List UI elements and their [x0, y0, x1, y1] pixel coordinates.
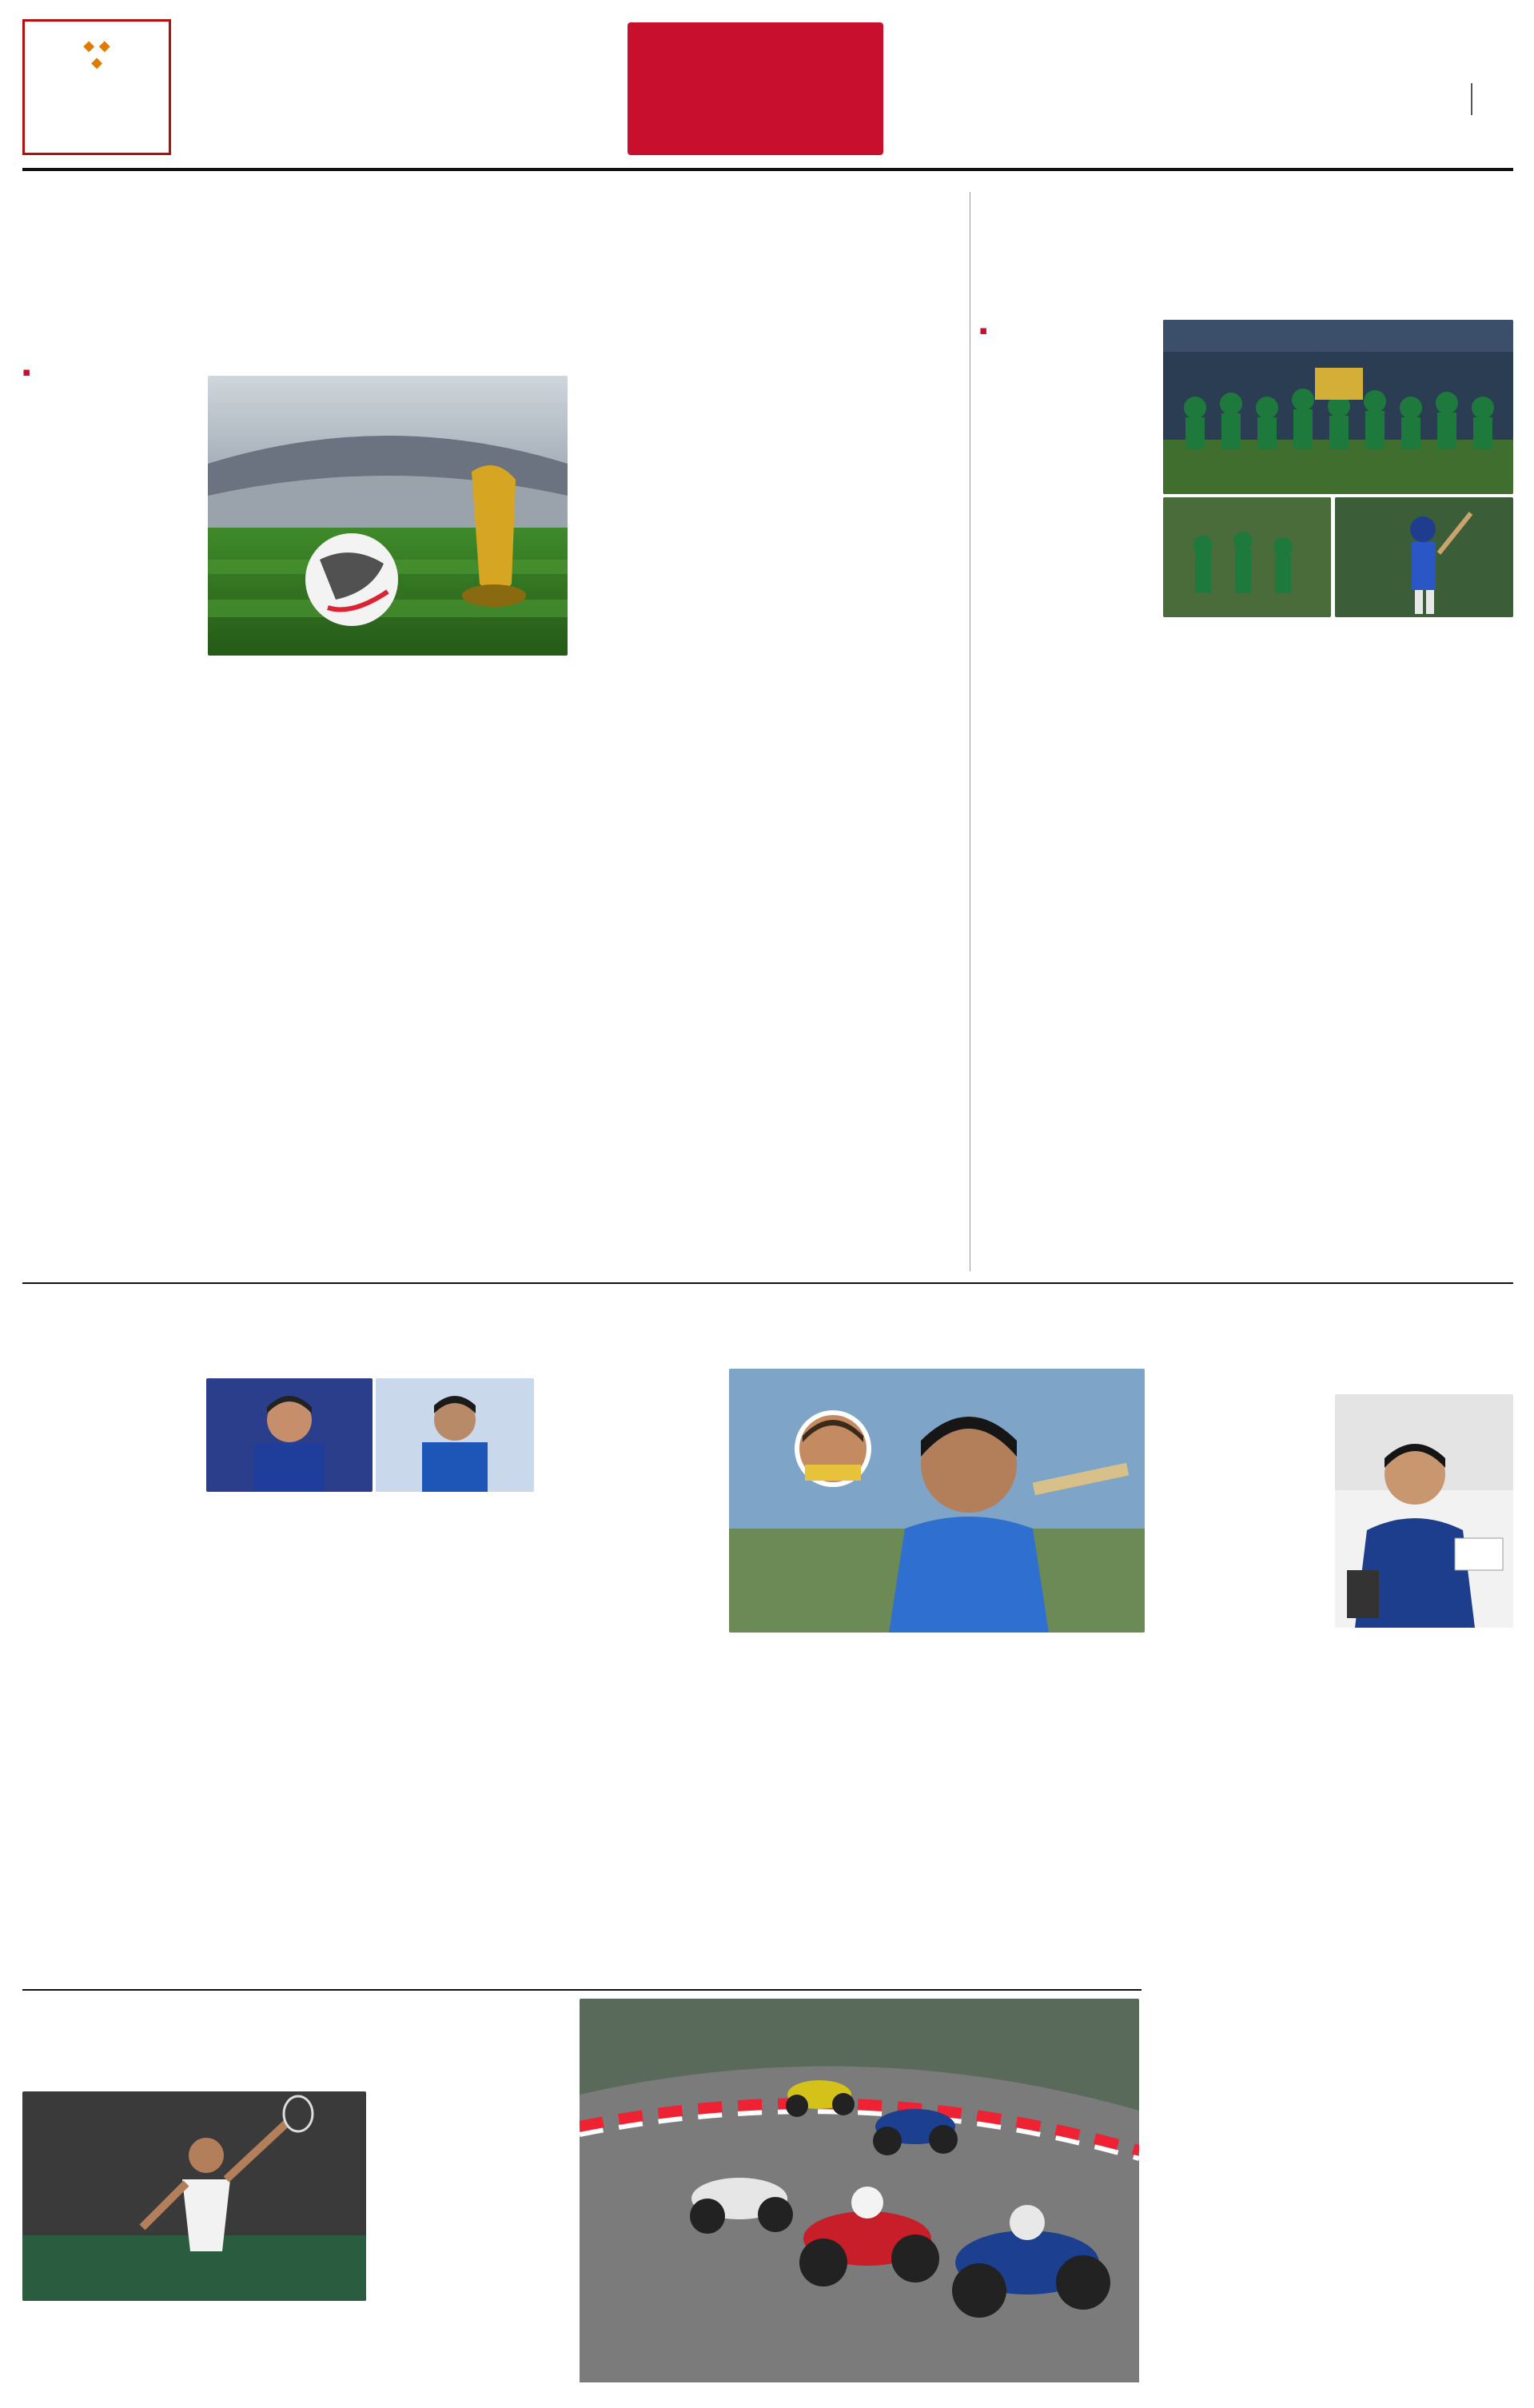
- vaibhav-col-1: [544, 1372, 718, 1983]
- dravid-col-1: [22, 1375, 197, 1983]
- vaibhav-col-4: [1156, 1394, 1330, 1746]
- sindhia-col-1: [979, 345, 1153, 1273]
- masthead-rule: [22, 168, 1513, 171]
- neymar-col-4: [577, 376, 769, 1271]
- dravid-photo: [206, 1378, 373, 1492]
- neymar-dateline: [22, 365, 30, 379]
- neymar-headline[interactable]: [22, 201, 782, 353]
- sindhu-col-1: [22, 2306, 190, 2402]
- gill-photo: [1335, 1394, 1513, 1628]
- gill-col-1: [1156, 1756, 1330, 2347]
- sindhu-photo: [22, 2091, 366, 2301]
- team-celebration-photo: [1163, 320, 1513, 494]
- sindhu-col-2: [200, 2306, 368, 2402]
- batter-photo: [1335, 497, 1513, 617]
- neymar-col-2: [208, 665, 382, 1273]
- vaibhav-photo: [729, 1369, 1145, 1633]
- sindhia-col-3: [1347, 627, 1513, 1273]
- gill-dateline: [1159, 1631, 1319, 1649]
- sindhia-dateline: [979, 323, 987, 337]
- superbike-caption: [580, 2386, 1139, 2402]
- neymar-col-3: [392, 665, 566, 1273]
- teaser-right[interactable]: [903, 21, 1463, 155]
- superbike-photo: [580, 1999, 1139, 2398]
- brand-ornament-icon: ◆ ◆ ◆: [83, 38, 110, 71]
- players-photo: [1163, 497, 1331, 617]
- vaibhav-headline[interactable]: [544, 1303, 1151, 1359]
- dravid-headline[interactable]: [22, 1292, 534, 1369]
- teaser-left[interactable]: [182, 21, 606, 155]
- australia-kicker[interactable]: [779, 200, 955, 280]
- section-title: [628, 22, 883, 155]
- sindhu-headline[interactable]: [22, 1999, 566, 2088]
- sindhia-headline[interactable]: [979, 198, 1513, 309]
- stadium-photo: [208, 376, 568, 656]
- page-number: [1471, 83, 1516, 115]
- section-rule-1: [22, 1282, 1513, 1284]
- gill-headline[interactable]: [1159, 1292, 1513, 1388]
- anvay-photo: [376, 1378, 534, 1492]
- sindhu-col-3: [381, 2095, 569, 2402]
- dravid-col-2: [206, 1498, 534, 1983]
- neymar-col-1: [22, 384, 197, 1271]
- sindhia-col-2: [1163, 627, 1337, 1273]
- gill-col-2: [1340, 1650, 1513, 2162]
- section-rule-2: [22, 1989, 1142, 1991]
- australia-col: [779, 285, 962, 1273]
- brand-box: [22, 19, 171, 155]
- vaibhav-col-3: [940, 1639, 1146, 1983]
- vaibhav-col-2: [729, 1639, 929, 1983]
